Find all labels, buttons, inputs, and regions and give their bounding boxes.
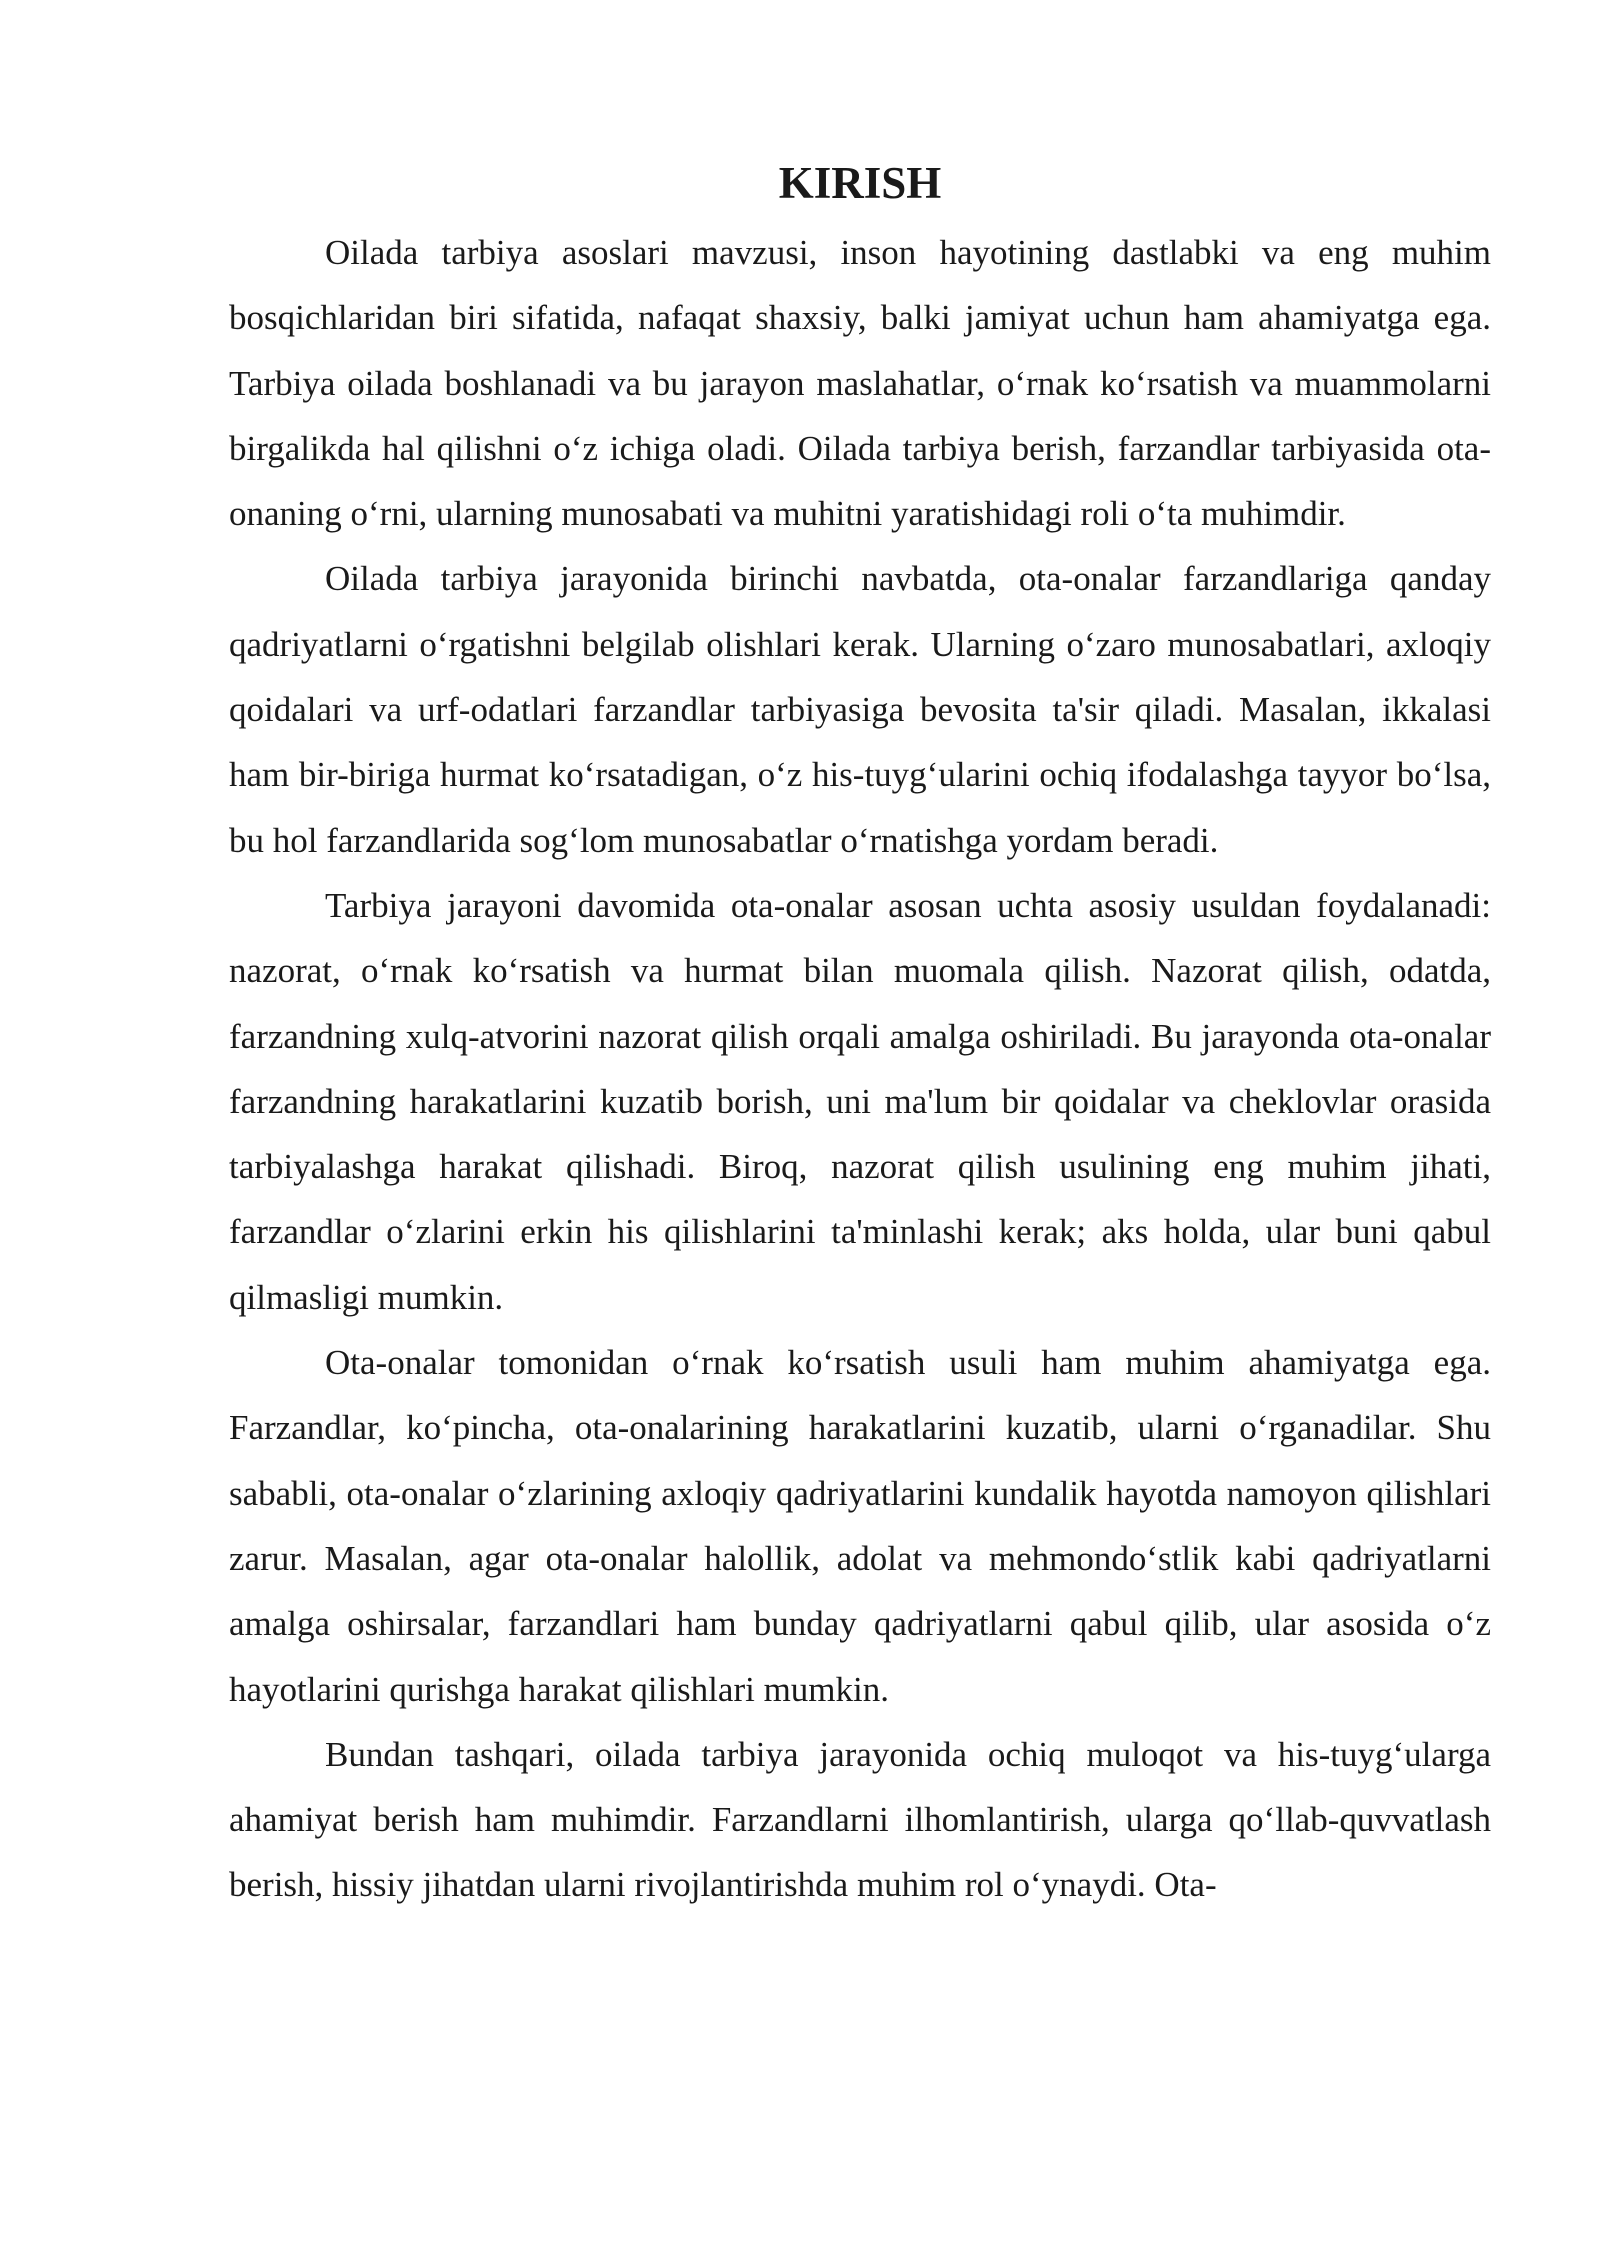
paragraph: Tarbiya jarayoni davomida ota-onalar asosan uchta asosiy usuldan foydalanadi: nazorat, o‘rnak ko‘rsatish va hurmat bilan muomala qilish. Nazorat qilish, odatda, farzandning xulq-atvorini nazorat qilish orqali amalga oshiriladi. Bu jarayonda ota-onalar farzandning harakatlarini kuzatib borish, uni ma'lum bir qoidalar va cheklovlar orasida tarbiyalashga harakat qilishadi. Biroq, nazorat qilish usulining eng muhim jihati, farzandlar o‘zlarini erkin his qilishlarini ta'minlashi kerak; aks holda, ular buni qabul qilmasligi mumkin. xyxy=(229,885,1491,1317)
paragraph: Oilada tarbiya asoslari mavzusi, inson hayotining dastlabki va eng muhim bosqichlaridan biri sifatida, nafaqat shaxsiy, balki jamiyat uchun ham ahamiyatga ega. Tarbiya oilada boshlanadi va bu jarayon maslahatlar, o‘rnak ko‘rsatish va muammolarni birgalikda hal qilishni o‘z ichiga oladi. Oilada tarbiya berish, farzandlar tarbiyasida ota-onaning o‘rni, ularning munosabati va muhitni yaratishidagi roli o‘ta muhimdir. xyxy=(229,233,1491,534)
page-title: KIRISH xyxy=(778,158,942,208)
paragraph: Oilada tarbiya jarayonida birinchi navbatda, ota-onalar farzandlariga qanday qadriyatlarni o‘rgatishni belgilab olishlari kerak. Ularning o‘zaro munosabatlari, axloqiy qoidalari va urf-odatlari farzandlar tarbiyasiga bevosita ta'sir qiladi. Masalan, ikkalasi ham bir-biriga hurmat ko‘rsatadigan, o‘z his-tuyg‘ularini ochiq ifodalashga tayyor bo‘lsa, bu hol farzandlarida sog‘lom munosabatlar o‘rnatishga yordam beradi. xyxy=(229,559,1491,860)
paragraph: Bundan tashqari, oilada tarbiya jarayonida ochiq muloqot va his-tuyg‘ularga ahamiyat berish ham muhimdir. Farzandlarni ilhomlantirish, ularga qo‘llab-quvvatlash berish, hissiy jihatdan ularni rivojlantirishda muhim rol o‘ynaydi. Ota- xyxy=(229,1734,1491,1905)
paragraph: Ota-onalar tomonidan o‘rnak ko‘rsatish usuli ham muhim ahamiyatga ega. Farzandlar, ko‘pincha, ota-onalarining harakatlarini kuzatib, ularni o‘rganadilar. Shu sababli, ota-onalar o‘zlarining axloqiy qadriyatlarini kundalik hayotda namoyon qilishlari zarur. Masalan, agar ota-onalar halollik, adolat va mehmondo‘stlik kabi qadriyatlarni amalga oshirsalar, farzandlari ham bunday qadriyatlarni qabul qilib, ular asosida o‘z hayotlarini qurishga harakat qilishlari mumkin. xyxy=(229,1343,1491,1709)
document-page xyxy=(229,150,1491,1918)
